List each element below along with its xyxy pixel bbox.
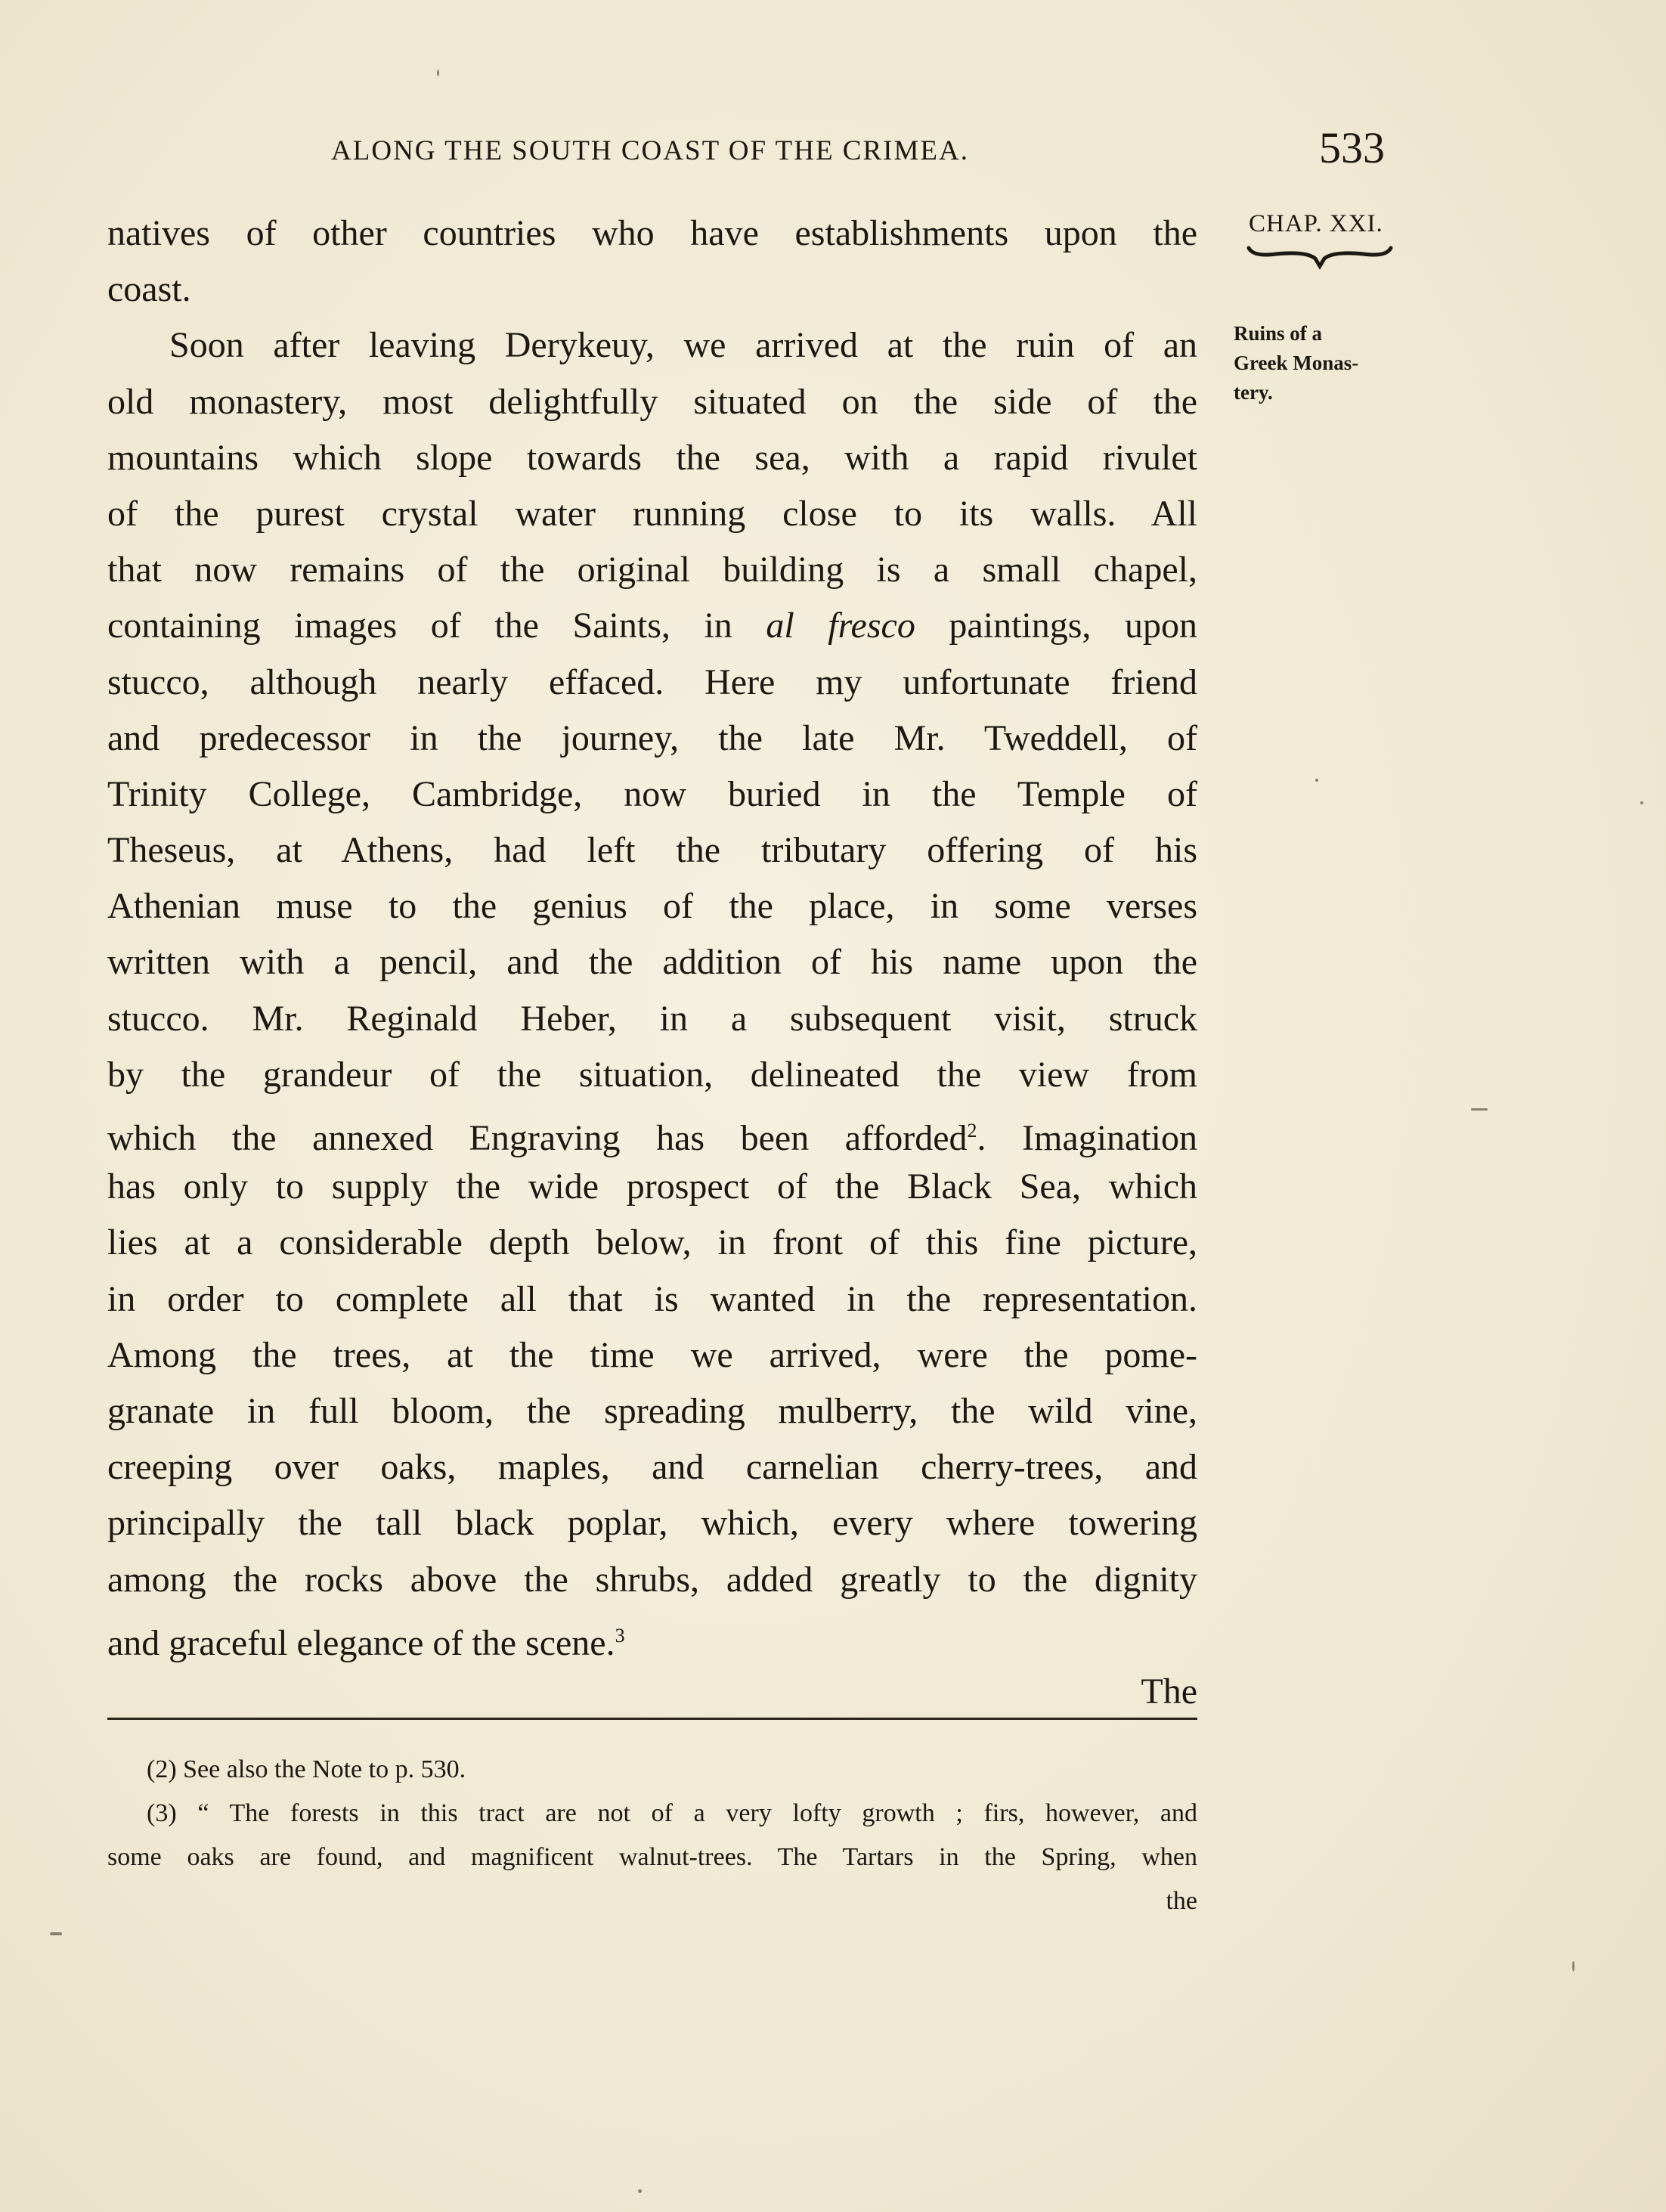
body-text-segment: containing images of the Saints, in	[107, 606, 766, 646]
paper-speck	[437, 70, 439, 76]
catchword: The	[1141, 1671, 1197, 1712]
body-line: written with a pencil, and the addition of his name upon the	[107, 942, 1197, 983]
body-line: and predecessor in the journey, the late Mr. Tweddell, of	[107, 717, 1197, 758]
body-line: creeping over oaks, maples, and carnelian cherry-trees, and	[107, 1447, 1197, 1488]
body-line: Athenian muse to the genius of the place, in some verses	[107, 886, 1197, 927]
paper-speck	[1572, 1961, 1575, 1972]
body-line	[107, 598, 1197, 654]
marginal-note-line: Greek Monas-	[1234, 352, 1359, 374]
body-line: Theseus, at Athens, had left the tributary offering of his	[107, 830, 1197, 871]
chapter-label: CHAP. XXI.	[1249, 210, 1383, 237]
page-number: 533	[1319, 123, 1385, 172]
body-line: in order to complete all that is wanted in the representation.	[107, 1278, 1197, 1319]
body-line: Soon after leaving Derykeuy, we arrived at the ruin of an	[169, 325, 1197, 366]
body-line: stucco. Mr. Reginald Heber, in a subsequent visit, struck	[107, 998, 1197, 1039]
body-line: Trinity College, Cambridge, now buried in the Temple of	[107, 773, 1197, 814]
body-line: that now remains of the original building is a small chapel,	[107, 550, 1197, 590]
marginal-note	[1234, 319, 1400, 407]
body-line: of the purest crystal water running close to its walls. All	[107, 493, 1197, 534]
body-line: has only to supply the wide prospect of the Black Sea, which	[107, 1166, 1197, 1207]
body-line: lies at a considerable depth below, in front of this fine picture,	[107, 1222, 1197, 1263]
chapter-brace-ornament	[1246, 243, 1394, 274]
body-text-segment: . Imagination	[977, 1118, 1198, 1158]
footnote-2: (2) See also the Note to p. 530.	[147, 1755, 466, 1783]
footnote-3-line: some oaks are found, and magnificent walnut-trees. The Tartars in the Spring, when	[107, 1843, 1197, 1871]
paper-speck	[50, 1932, 62, 1935]
body-text-segment: paintings, upon	[915, 606, 1198, 646]
running-head: ALONG THE SOUTH COAST OF THE CRIMEA.	[331, 135, 969, 166]
body-line: coast.	[107, 269, 191, 310]
body-line: Among the trees, at the time we arrived, were the pome-	[107, 1334, 1197, 1375]
footnote-3-line: (3) “ The forests in this tract are not of a very lofty growth ; firs, however, and	[147, 1799, 1197, 1827]
body-text-segment: and graceful elegance of the scene.	[107, 1622, 615, 1663]
body-line: stucco, although nearly effaced. Here my unfortunate friend	[107, 661, 1197, 702]
body-line	[107, 1608, 1197, 1664]
body-line	[107, 1103, 1197, 1159]
paper-speck	[638, 2189, 642, 2193]
paper-speck	[1315, 779, 1318, 782]
body-line: principally the tall black poplar, which, every where towering	[107, 1503, 1197, 1544]
body-line: by the grandeur of the situation, delineated the view from	[107, 1054, 1197, 1095]
footnote-ref-2: 2	[967, 1120, 977, 1142]
body-line: among the rocks above the shrubs, added greatly to the dignity	[107, 1559, 1197, 1600]
footnote-catchword: the	[1166, 1887, 1197, 1915]
paper-speck	[1640, 801, 1643, 804]
footnote-ref-3: 3	[615, 1624, 625, 1647]
body-line: old monastery, most delightfully situated on the side of the	[107, 381, 1197, 422]
body-line: granate in full bloom, the spreading mulberry, the wild vine,	[107, 1390, 1197, 1431]
body-text	[107, 206, 1197, 1720]
marginal-note-line: Ruins of a	[1234, 322, 1323, 345]
italic-phrase: al fresco	[766, 606, 915, 646]
footnotes	[107, 1748, 1197, 1923]
footnote-rule	[107, 1718, 1197, 1720]
body-line: mountains which slope towards the sea, with a rapid rivulet	[107, 437, 1197, 478]
paper-speck	[1471, 1108, 1488, 1111]
body-text-segment: which the annexed Engraving has been afforded	[107, 1118, 968, 1158]
body-line: natives of other countries who have establishments upon the	[107, 213, 1197, 253]
marginal-note-line: tery.	[1234, 381, 1273, 404]
